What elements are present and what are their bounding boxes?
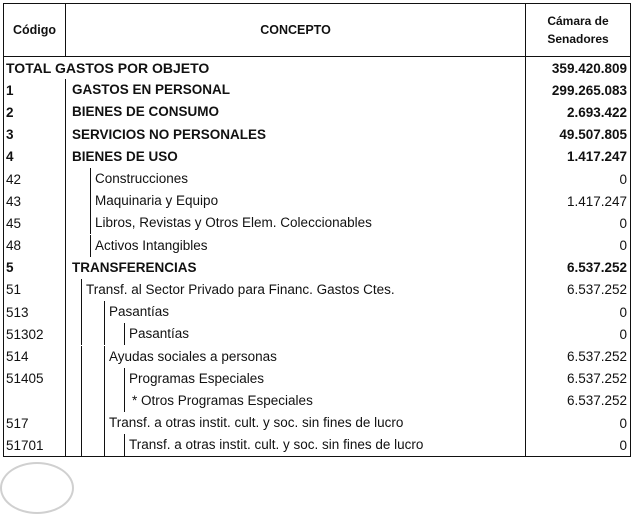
table-row <box>4 279 631 301</box>
row-concept <box>66 168 526 190</box>
tree-line <box>81 368 82 390</box>
tree-line <box>124 368 125 390</box>
row-code: 51 <box>4 279 66 301</box>
header-amount-line2: Senadores <box>547 32 609 46</box>
table-row <box>4 212 631 234</box>
row-code: 2 <box>4 101 66 123</box>
row-amount: 6.537.252 <box>526 345 631 367</box>
table-row <box>4 434 631 457</box>
tree-line <box>104 301 105 323</box>
row-code: 3 <box>4 124 66 146</box>
row-amount: 6.537.252 <box>526 368 631 390</box>
row-concept-text: Transf. al Sector Privado para Financ. Gastos Ctes. <box>86 281 395 297</box>
row-code: 1 <box>4 79 66 101</box>
row-concept <box>66 301 526 323</box>
row-concept <box>66 124 526 146</box>
row-concept <box>66 412 526 434</box>
table-row <box>4 79 631 101</box>
row-concept <box>66 434 526 457</box>
row-concept-text: Ayudas sociales a personas <box>109 348 277 364</box>
tree-line <box>104 412 105 434</box>
table-row <box>4 168 631 190</box>
row-concept <box>66 390 526 412</box>
row-amount: 0 <box>526 412 631 434</box>
tree-line <box>124 434 125 456</box>
row-concept-text: Construcciones <box>95 171 189 187</box>
row-concept <box>66 368 526 390</box>
tree-line <box>81 434 82 456</box>
row-concept <box>66 345 526 367</box>
row-concept-text: BIENES DE CONSUMO <box>72 104 220 120</box>
row-amount: 6.537.252 <box>526 390 631 412</box>
row-amount: 6.537.252 <box>526 257 631 279</box>
table-row <box>4 190 631 212</box>
tree-line <box>90 212 91 234</box>
tree-line <box>104 390 105 412</box>
header-concept: CONCEPTO <box>66 4 526 57</box>
row-code: 517 <box>4 412 66 434</box>
row-concept <box>66 190 526 212</box>
total-label: TOTAL GASTOS POR OBJETO <box>4 57 526 80</box>
row-code: 43 <box>4 190 66 212</box>
row-concept <box>66 79 526 101</box>
budget-table-sheet <box>3 3 630 505</box>
row-concept-text: GASTOS EN PERSONAL <box>72 82 231 98</box>
tree-line <box>90 235 91 257</box>
row-amount: 0 <box>526 235 631 257</box>
row-concept-text: Activos Intangibles <box>95 237 208 253</box>
row-code: 48 <box>4 235 66 257</box>
header-code: Código <box>4 4 66 57</box>
tree-line <box>81 412 82 434</box>
row-concept <box>66 212 526 234</box>
row-code: 45 <box>4 212 66 234</box>
row-code: 42 <box>4 168 66 190</box>
table-row <box>4 368 631 390</box>
row-code: 51302 <box>4 323 66 345</box>
tree-line <box>81 390 82 412</box>
tree-line <box>124 323 125 345</box>
row-amount: 1.417.247 <box>526 190 631 212</box>
table-row <box>4 101 631 123</box>
row-amount: 0 <box>526 168 631 190</box>
tree-line <box>104 323 105 345</box>
row-code: 51405 <box>4 368 66 390</box>
budget-table <box>3 3 631 457</box>
row-amount: 0 <box>526 301 631 323</box>
tree-line <box>90 190 91 212</box>
row-concept <box>66 257 526 279</box>
row-concept-text: SERVICIOS NO PERSONALES <box>72 126 267 142</box>
table-row <box>4 146 631 168</box>
row-code <box>4 390 66 412</box>
tree-line <box>81 323 82 345</box>
row-code: 514 <box>4 345 66 367</box>
row-code: 4 <box>4 146 66 168</box>
row-concept-text: Programas Especiales <box>129 370 265 386</box>
table-row <box>4 323 631 345</box>
table-row <box>4 124 631 146</box>
row-concept <box>66 323 526 345</box>
row-concept-text: * Otros Programas Especiales <box>132 392 313 408</box>
row-amount: 0 <box>526 323 631 345</box>
row-amount: 0 <box>526 212 631 234</box>
tree-line <box>81 301 82 323</box>
row-concept-text: Transf. a otras instit. cult. y soc. sin fines de lucro <box>129 437 424 453</box>
total-amount: 359.420.809 <box>526 57 631 80</box>
tree-line <box>81 346 82 368</box>
row-concept-text: Libros, Revistas y Otros Elem. Coleccionables <box>95 215 372 231</box>
table-row <box>4 235 631 257</box>
table-row <box>4 257 631 279</box>
row-concept <box>66 146 526 168</box>
row-code: 513 <box>4 301 66 323</box>
header-amount-line1: Cámara de <box>547 14 609 28</box>
total-row <box>4 57 631 80</box>
row-amount: 299.265.083 <box>526 79 631 101</box>
table-row <box>4 345 631 367</box>
row-amount: 0 <box>526 434 631 457</box>
row-amount: 1.417.247 <box>526 146 631 168</box>
row-concept <box>66 101 526 123</box>
row-concept-text: Pasantías <box>129 326 190 342</box>
tree-line <box>104 346 105 368</box>
row-concept <box>66 279 526 301</box>
row-amount: 49.507.805 <box>526 124 631 146</box>
tree-line <box>81 279 82 301</box>
row-concept-text: BIENES DE USO <box>72 148 178 164</box>
tree-line <box>124 390 125 412</box>
row-amount: 6.537.252 <box>526 279 631 301</box>
tree-line <box>104 368 105 390</box>
table-header-row <box>4 4 631 57</box>
table-row <box>4 301 631 323</box>
row-concept-text: Transf. a otras instit. cult. y soc. sin fines de lucro <box>109 415 404 431</box>
row-code: 5 <box>4 257 66 279</box>
row-concept-text: Maquinaria y Equipo <box>95 193 219 209</box>
table-row <box>4 390 631 412</box>
table-row <box>4 412 631 434</box>
tree-line <box>90 168 91 190</box>
row-concept-text: TRANSFERENCIAS <box>72 259 197 275</box>
header-amount <box>526 4 631 57</box>
tree-line <box>104 434 105 456</box>
row-code: 51701 <box>4 434 66 457</box>
row-amount: 2.693.422 <box>526 101 631 123</box>
row-concept-text: Pasantías <box>109 304 170 320</box>
row-concept <box>66 235 526 257</box>
